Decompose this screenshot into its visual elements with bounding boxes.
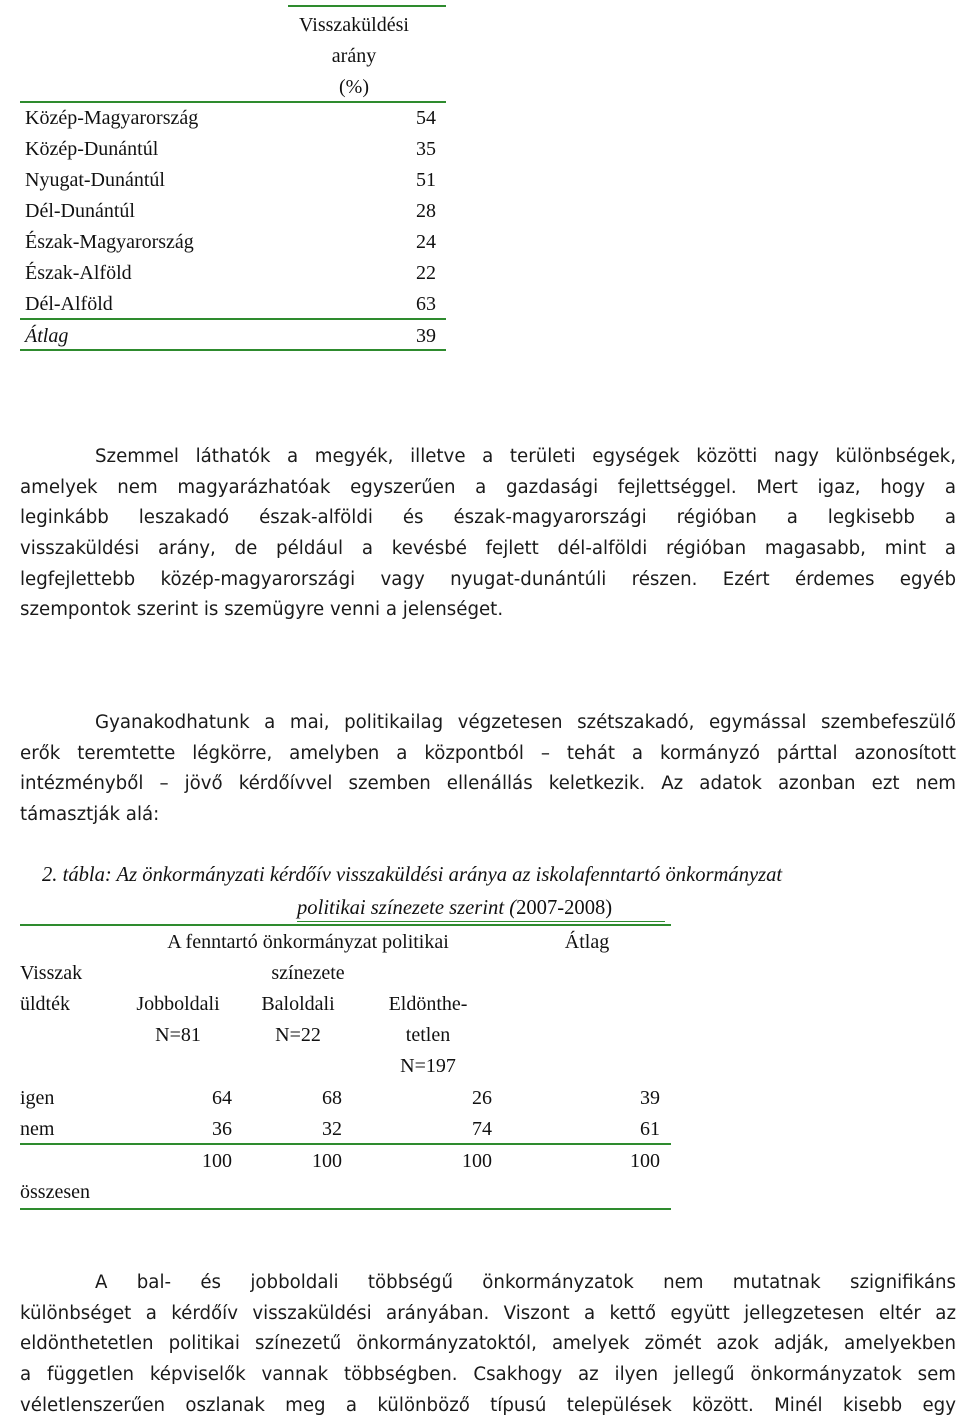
table2-bottom-rule bbox=[20, 1208, 671, 1210]
table1-header-line3: (%) bbox=[339, 76, 369, 98]
table1-row-value: 24 bbox=[416, 231, 436, 253]
table2-col-left-n: N=22 bbox=[275, 1024, 321, 1046]
table2-cell: 74 bbox=[472, 1118, 492, 1140]
caption-underline bbox=[297, 921, 665, 922]
table1-row-label: Dél-Dunántúl bbox=[25, 200, 135, 222]
table2-average-header: Átlag bbox=[564, 931, 610, 953]
paragraph-line: véletlenszerűen oszlanak meg a különböző típusú települések között. Minél kisebb egy bbox=[20, 1394, 956, 1416]
paragraph-line: visszaküldési arány, de például a kevésbé fejlett dél-alföldi régióban magasabb, mint a bbox=[20, 538, 956, 560]
table2-caption-line1: 2. tábla: Az önkormányzati kérdőív visszaküldési aránya az iskolafenntartó önkormányzat bbox=[42, 864, 783, 886]
paragraph-line: Szemmel láthatók a megyék, illetve a területi egységek közötti nagy különbségek, bbox=[95, 446, 956, 467]
table2-row-header-line1: Visszak bbox=[20, 962, 83, 984]
paragraph-line: szempontok szerint is szemügyre venni a jelenséget. bbox=[20, 599, 504, 621]
table1-row-label: Közép-Dunántúl bbox=[25, 138, 159, 160]
table1-header-line2: arány bbox=[331, 45, 377, 67]
table1-top-rule bbox=[288, 5, 446, 7]
table2-top-rule bbox=[20, 924, 671, 926]
table1-header-rule bbox=[20, 101, 446, 103]
table1-row-label: Nyugat-Dunántúl bbox=[25, 169, 165, 191]
paragraph-regional-differences bbox=[20, 442, 956, 626]
table1-average-rule bbox=[20, 318, 446, 320]
table1-row-value: 22 bbox=[416, 262, 436, 284]
table2-col-right-name: Jobboldali bbox=[136, 993, 220, 1015]
table2-row-label: igen bbox=[20, 1087, 55, 1109]
table1-row-value: 54 bbox=[416, 107, 436, 129]
table1-bottom-rule bbox=[20, 349, 446, 351]
paragraph-analysis bbox=[20, 1268, 956, 1421]
table2-col-right-n: N=81 bbox=[155, 1024, 201, 1046]
table1-average-value: 39 bbox=[416, 325, 436, 347]
table2-col-undecided-name2: tetlen bbox=[405, 1024, 451, 1046]
table2-cell: 39 bbox=[640, 1087, 660, 1109]
table1-average-label: Átlag bbox=[25, 325, 69, 347]
table2-group-header-line1: A fenntartó önkormányzat politikai bbox=[167, 931, 449, 953]
paragraph-political-climate bbox=[20, 708, 956, 831]
table2-cell: 32 bbox=[322, 1118, 342, 1140]
paragraph-line: A bal- és jobboldali többségű önkormányzatok nem mutatnak szignifikáns bbox=[95, 1272, 956, 1293]
table2-cell: 61 bbox=[640, 1118, 660, 1140]
paragraph-line: leginkább leszakadó észak-alföldi és észak-magyarországi régióban a legkisebb a bbox=[20, 507, 956, 529]
table1-row-label: Észak-Magyarország bbox=[25, 231, 194, 253]
paragraph-line: erők teremtette légkörre, amelyben a központból – tehát a kormányzó párttal azonosított bbox=[20, 742, 956, 764]
table2-cell: 36 bbox=[212, 1118, 232, 1140]
paragraph-line: eldönthetetlen politikai színezetű önkormányzatoktól, amelyek zömét azok adják, amelyekben bbox=[20, 1333, 956, 1355]
table2-group-header-line2: színezete bbox=[271, 962, 345, 984]
table2-cell: 64 bbox=[212, 1087, 232, 1109]
table2-row-header-line2: üldték bbox=[20, 993, 70, 1015]
table1-row-label: Dél-Alföld bbox=[25, 293, 113, 315]
paragraph-line: különbséget a kérdőív visszaküldési arányában. Viszont a kettő együtt jellegzetesen eltér az bbox=[20, 1302, 956, 1324]
table2-col-left-name: Baloldali bbox=[261, 993, 335, 1015]
table2-sum-rule bbox=[20, 1143, 671, 1145]
table2-row-label: összesen bbox=[20, 1181, 90, 1203]
paragraph-line: legfejlettebb közép-magyarországi vagy nyugat-dunántúli részen. Ezért érdemes egyéb bbox=[20, 568, 956, 590]
table1-header-line1: Visszaküldési bbox=[299, 14, 409, 36]
table2-cell: 100 bbox=[630, 1150, 660, 1172]
paragraph-line: támasztják alá: bbox=[20, 804, 160, 826]
table2-cell: 100 bbox=[462, 1150, 492, 1172]
table1-row-value: 28 bbox=[416, 200, 436, 222]
table2-row-label: nem bbox=[20, 1118, 55, 1140]
table2-caption-line2 bbox=[297, 897, 612, 920]
table1-row-value: 63 bbox=[416, 293, 436, 315]
paragraph-line: a független képviselők vannak többségben. Csakhogy az ilyen jellegű önkormányzatok sem bbox=[20, 1364, 956, 1386]
paragraph-line: intézményből – jövő kérdőívvel szemben ellenállás keletkezik. Az adatok azonban ezt nem bbox=[20, 773, 956, 795]
table2-cell: 100 bbox=[312, 1150, 342, 1172]
table1-row-label: Észak-Alföld bbox=[25, 262, 132, 284]
table2-col-undecided-n: N=197 bbox=[400, 1055, 456, 1077]
caption-plain-part: 2007-2008) bbox=[516, 897, 613, 919]
table2-cell: 26 bbox=[472, 1087, 492, 1109]
caption-italic-part: politikai színezete szerint ( bbox=[297, 897, 517, 919]
table1-row-value: 35 bbox=[416, 138, 436, 160]
table1-row-value: 51 bbox=[416, 169, 436, 191]
table1-row-label: Közép-Magyarország bbox=[25, 107, 199, 129]
paragraph-line: amelyek nem magyarázhatóak egyszerűen a gazdasági fejlettséggel. Mert igaz, hogy a bbox=[20, 476, 956, 498]
table2-cell: 100 bbox=[202, 1150, 232, 1172]
paragraph-line: Gyanakodhatunk a mai, politikailag végzetesen szétszakadó, egymással szembefeszülő bbox=[95, 712, 956, 733]
table2-cell: 68 bbox=[322, 1087, 342, 1109]
table2-col-undecided-name1: Eldönthe- bbox=[388, 993, 468, 1015]
